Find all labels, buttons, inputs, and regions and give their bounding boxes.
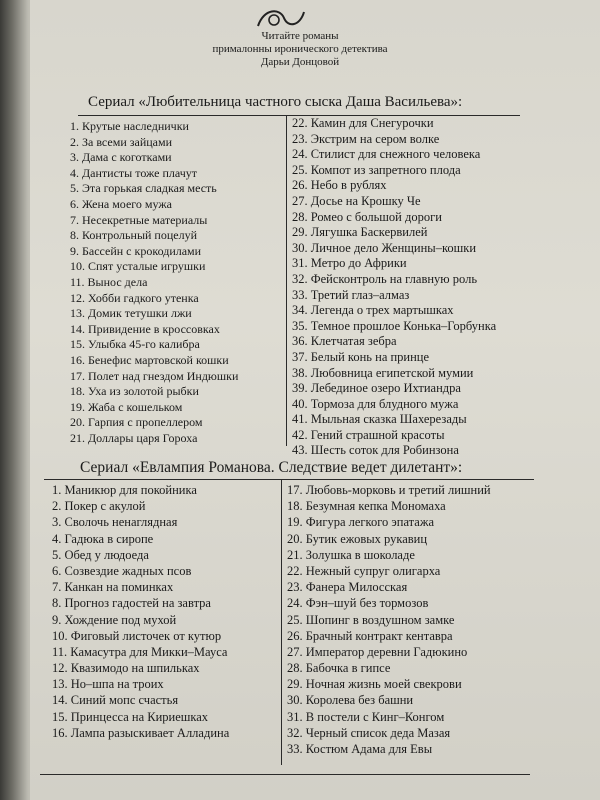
- book-title-item: 21. Доллары царя Гороха: [70, 430, 198, 445]
- book-title-item: 33. Третий глаз–алмаз: [292, 287, 410, 302]
- book-title-item: 5. Обед у людоеда: [52, 547, 149, 562]
- book-title-item: 4. Дантисты тоже плачут: [70, 165, 198, 180]
- book-title-item: 24. Стилист для снежного человека: [292, 147, 481, 162]
- book-title-item: 19. Фигура легкого эпатажа: [287, 515, 435, 530]
- book-title-item: 42. Гений страшной красоты: [292, 427, 445, 442]
- book-title-item: 31. Метро до Африки: [292, 256, 407, 271]
- book-title-item: 7. Несекретные материалы: [70, 212, 208, 227]
- book-title-item: 37. Белый конь на принце: [292, 349, 430, 364]
- series-1-title: Сериал «Любительница частного сыска Даша Васильева»:: [88, 94, 463, 110]
- book-title-item: 25. Шопинг в воздушном замке: [287, 612, 455, 627]
- book-title-item: 6. Созвездие жадных псов: [52, 563, 192, 578]
- book-title-item: 15. Улыбка 45-го калибра: [70, 337, 200, 352]
- series-2-left-column: [52, 482, 229, 741]
- book-title-item: 11. Вынос дела: [70, 274, 148, 289]
- header-line-3: Дарьи Донцовой: [260, 56, 340, 68]
- book-title-item: 8. Прогноз гадостей на завтра: [52, 596, 211, 611]
- series-2-right-column: [287, 482, 491, 757]
- book-title-item: 1. Крутые наследнички: [70, 119, 189, 133]
- book-title-item: 41. Мыльная сказка Шахерезады: [292, 412, 467, 427]
- book-title-item: 28. Бабочка в гипсе: [287, 661, 391, 676]
- book-title-item: 23. Фанера Милосская: [287, 580, 408, 595]
- book-title-item: 1. Маникюр для покойника: [52, 483, 197, 497]
- series-1-left-column: [70, 119, 238, 446]
- book-title-item: 10. Фиговый листочек от кутюр: [52, 628, 222, 643]
- book-title-item: 33. Костюм Адама для Евы: [287, 742, 433, 756]
- book-title-item: 2. За всеми зайцами: [70, 134, 172, 149]
- book-title-item: 29. Лягушка Баскервилей: [292, 225, 428, 240]
- book-title-item: 17. Любовь-морковь и третий лишний: [287, 483, 491, 497]
- book-title-item: 30. Личное дело Женщины–кошки: [292, 240, 477, 255]
- book-title-item: 35. Темное прошлое Конька–Горбунка: [292, 318, 497, 333]
- book-title-item: 22. Нежный супруг олигарха: [287, 563, 441, 578]
- book-title-item: 2. Покер с акулой: [52, 499, 146, 514]
- book-title-item: 22. Камин для Снегурочки: [292, 116, 434, 130]
- series-2-top-rule: [44, 479, 534, 480]
- book-title-item: 32. Черный список деда Мазая: [287, 725, 451, 740]
- book-title-item: 28. Ромео с большой дороги: [292, 209, 442, 224]
- book-title-item: 34. Легенда о трех мартышках: [292, 303, 454, 318]
- book-title-item: 8. Контрольный поцелуй: [70, 228, 198, 243]
- book-title-item: 27. Император деревни Гадюкино: [287, 644, 468, 659]
- book-title-item: 32. Фейсконтроль на главную роль: [292, 271, 478, 286]
- book-title-item: 26. Небо в рублях: [292, 178, 387, 193]
- book-title-item: 39. Лебединое озеро Ихтиандра: [292, 381, 461, 396]
- series-2-column-divider: [281, 480, 282, 765]
- book-title-item: 12. Квазимодо на шпильках: [52, 661, 200, 676]
- book-title-item: 16. Бенефис мартовской кошки: [70, 352, 229, 367]
- book-title-item: 6. Жена моего мужа: [70, 196, 172, 211]
- book-title-item: 13. Домик тетушки лжи: [70, 306, 192, 321]
- book-title-item: 30. Королева без башни: [287, 693, 414, 708]
- book-title-item: 31. В постели с Кинг–Конгом: [287, 709, 445, 724]
- book-title-item: 15. Принцесса на Кириешках: [52, 709, 209, 724]
- series-2-title: Сериал «Евлампия Романова. Следствие ведет дилетант»:: [80, 459, 463, 476]
- book-title-item: 9. Бассейн с крокодилами: [70, 243, 202, 258]
- book-title-item: 14. Привидение в кроссовках: [70, 321, 220, 336]
- book-title-item: 20. Гарпия с пропеллером: [70, 415, 203, 430]
- book-title-item: 40. Тормоза для блудного мужа: [292, 396, 459, 411]
- book-title-item: 19. Жаба с кошельком: [70, 399, 183, 414]
- series-1-column-divider: [286, 116, 287, 446]
- book-title-item: 16. Лампа разыскивает Алладина: [52, 725, 230, 740]
- book-title-item: 29. Ночная жизнь моей свекрови: [287, 677, 462, 692]
- book-title-item: 5. Эта горькая сладкая месть: [70, 181, 217, 196]
- book-title-item: 11. Камасутра для Микки–Мауса: [52, 644, 228, 659]
- book-title-item: 9. Хождение под мухой: [52, 612, 177, 627]
- book-title-item: 17. Полет над гнездом Индюшки: [70, 368, 239, 383]
- book-title-item: 18. Уха из золотой рыбки: [70, 384, 199, 399]
- book-title-item: 3. Дама с коготками: [70, 150, 172, 165]
- book-title-item: 23. Экстрим на сером волке: [292, 131, 440, 146]
- book-title-item: 3. Сволочь ненаглядная: [52, 515, 178, 530]
- book-title-item: 7. Канкан на поминках: [52, 580, 174, 595]
- header-line-1: Читайте романы: [261, 30, 339, 42]
- book-title-item: 24. Фэн–шуй без тормозов: [287, 596, 429, 611]
- book-title-item: 27. Досье на Крошку Че: [292, 193, 421, 208]
- book-title-item: 36. Клетчатая зебра: [292, 334, 397, 349]
- series-header: [0, 30, 600, 69]
- book-title-item: 4. Гадюка в сиропе: [52, 531, 154, 546]
- bottom-rule: [40, 774, 530, 775]
- book-title-item: 20. Бутик ежовых рукавиц: [287, 531, 428, 546]
- book-title-item: 14. Синий мопс счастья: [52, 693, 179, 708]
- book-title-item: 38. Любовница египетской мумии: [292, 365, 474, 380]
- book-title-item: 25. Компот из запретного плода: [292, 162, 461, 177]
- series-1-right-column: [292, 116, 496, 459]
- book-title-item: 43. Шесть соток для Робинзона: [292, 443, 459, 458]
- book-title-item: 21. Золушка в шоколаде: [287, 547, 415, 562]
- book-title-item: 18. Безумная кепка Мономаха: [287, 499, 446, 514]
- book-title-item: 26. Брачный контракт кентавра: [287, 628, 453, 643]
- book-title-item: 13. Но–шпа на троих: [52, 677, 164, 692]
- header-line-2: прималонны иронического детектива: [212, 43, 388, 55]
- book-title-item: 12. Хобби гадкого утенка: [70, 290, 199, 305]
- book-title-item: 10. Спят усталые игрушки: [70, 259, 206, 274]
